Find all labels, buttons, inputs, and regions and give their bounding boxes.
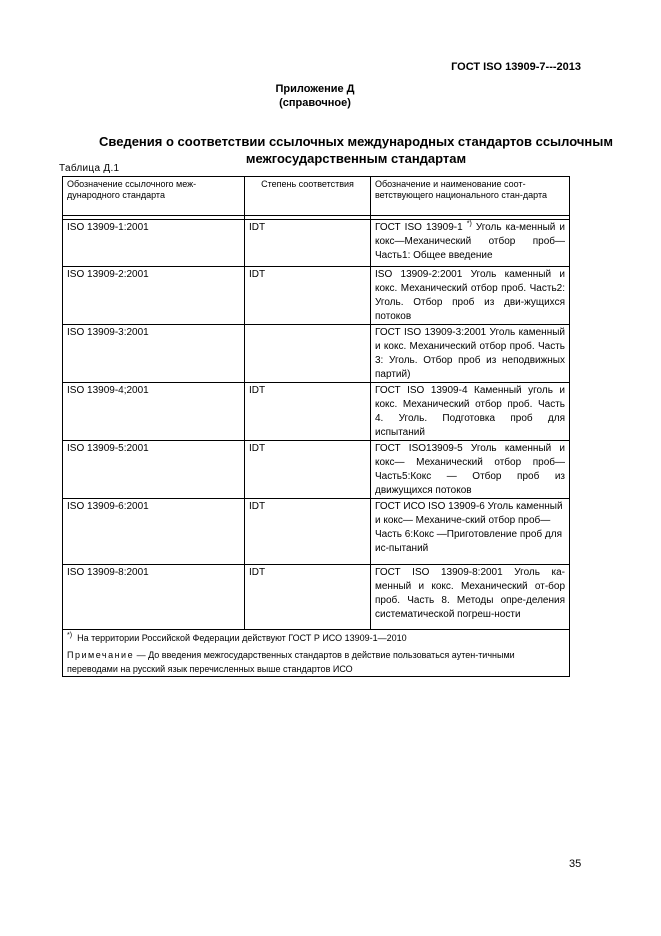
- column-header-international: Обозначение ссылочного меж-дународного стандарта: [63, 177, 245, 216]
- table-row: [63, 267, 570, 325]
- cell-national-standard: ГОСТ ISO13909-5 Уголь каменный и кокс— Механический отбор проб—Часть5:Кокс — Отбор проб из движущихся потоков: [371, 441, 570, 499]
- appendix-block: [0, 82, 630, 110]
- table-header-row: [63, 177, 570, 216]
- table-row: [63, 383, 570, 441]
- column-header-national: Обозначение и наименование соот-ветствующего национального стан-дарта: [371, 177, 570, 216]
- column-header-degree: Степень соответствия: [245, 177, 371, 216]
- footnote-text: На территории Российской Федерации действуют ГОСТ Р ИСО 13909-1—2010: [77, 633, 407, 643]
- cell-national-standard: ГОСТ ИСО ISO 13909-6 Уголь каменный и кокс— Механиче-ский отбор проб—Часть 6:Кокс —Приготовление проб для ис-пытаний: [371, 499, 570, 565]
- cell-international-standard: ISO 13909-4;2001: [63, 383, 245, 441]
- cell-international-standard: ISO 13909-5:2001: [63, 441, 245, 499]
- table-row: [63, 220, 570, 267]
- cell-degree: IDT: [245, 441, 371, 499]
- section-heading: [0, 133, 661, 167]
- cell-national-standard: ГОСТ ISO 13909-8:2001 Уголь ка-менный и кокс. Механический от-бор проб. Часть 8. Методы опре-деления систематической погреш-ности: [371, 565, 570, 630]
- cell-degree: [245, 325, 371, 383]
- cell-national-standard: ISO 13909-2:2001 Уголь каменный и кокс. Механический отбор проб. Часть2: Уголь. Отбор проб из дви-жущихся потоков: [371, 267, 570, 325]
- cell-degree: IDT: [245, 267, 371, 325]
- section-heading-line-1: Сведения о соответствии ссылочных международных стандартов ссылочным: [99, 134, 613, 149]
- note-text: — До введения межгосударственных стандартов в действие пользоваться аутен-тичными переводами на русский язык перечисленных выше стандартов ИСО: [67, 650, 515, 674]
- cell-international-standard: ISO 13909-8:2001: [63, 565, 245, 630]
- cell-international-standard: ISO 13909-6:2001: [63, 499, 245, 565]
- table-footer-row: [63, 630, 570, 677]
- cell-national-standard: [371, 220, 570, 267]
- section-heading-line-2: межгосударственным стандартам: [245, 151, 467, 166]
- table-row: [63, 565, 570, 630]
- cell-degree: IDT: [245, 220, 371, 267]
- cell-degree: IDT: [245, 499, 371, 565]
- table-row: [63, 325, 570, 383]
- cell-degree: IDT: [245, 565, 371, 630]
- table-footer: [63, 630, 570, 677]
- footnote-marker: *): [466, 220, 472, 228]
- cell-national-standard: ГОСТ ISO 13909-4 Каменный уголь и кокс. Механический отбор проб. Часть 4. Уголь. Подготовка проб для испытаний: [371, 383, 570, 441]
- table-row: [63, 441, 570, 499]
- appendix-title: Приложение Д: [275, 83, 355, 95]
- cell-national-standard: ГОСТ ISO 13909-3:2001 Уголь каменный и кокс. Механический отбор проб. Часть 3: Уголь. Отбор проб из неподвижных партий): [371, 325, 570, 383]
- cell-degree: IDT: [245, 383, 371, 441]
- note-label: Примечание: [67, 650, 135, 660]
- footnote-marker: *): [67, 632, 73, 639]
- correspondence-table: [62, 176, 570, 677]
- table-note: [67, 648, 565, 676]
- appendix-subtitle: (справочное): [279, 97, 351, 109]
- table-caption: Таблица Д.1: [59, 163, 120, 174]
- cell-international-standard: ISO 13909-1:2001: [63, 220, 245, 267]
- national-standard-title: Уголь ка-менный и кокс—Механический отбор проб—Часть1: Общее введение: [375, 222, 565, 261]
- table-row: [63, 499, 570, 565]
- cell-international-standard: ISO 13909-2:2001: [63, 267, 245, 325]
- document-id: ГОСТ ISO 13909-7---2013: [451, 61, 581, 73]
- national-standard-code: ГОСТ ISO 13909-1: [375, 222, 463, 233]
- page-number: 35: [569, 858, 582, 870]
- cell-international-standard: ISO 13909-3:2001: [63, 325, 245, 383]
- footnote: [67, 631, 565, 645]
